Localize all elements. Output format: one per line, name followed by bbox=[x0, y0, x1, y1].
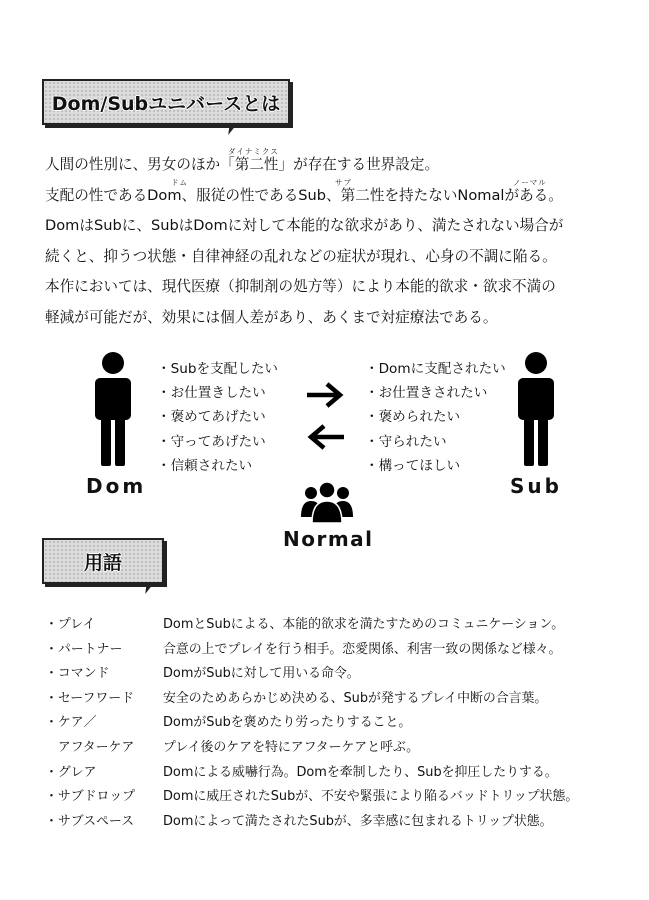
section-heading-terms bbox=[42, 538, 164, 584]
dom-person-icon bbox=[93, 352, 133, 467]
sub-desire-item: ・構ってほしい bbox=[365, 457, 461, 474]
dom-desire-item: ・信頼されたい bbox=[157, 457, 253, 474]
glossary-term: アフターケア bbox=[45, 739, 135, 755]
intro-line-5: 本作においては、現代医療（抑制剤の処方等）により本能的欲求・欲求不満の bbox=[45, 278, 556, 295]
glossary-desc: 安全のためあらかじめ決める、Subが発するプレイ中断の合言葉。 bbox=[163, 690, 548, 706]
dom-desire-item: ・守ってあげたい bbox=[157, 433, 266, 450]
ruby-sub: サブ bbox=[335, 177, 352, 187]
group-people-icon bbox=[300, 481, 354, 523]
glossary-desc: プレイ後のケアを特にアフターケアと呼ぶ。 bbox=[163, 739, 420, 755]
glossary-term: ・プレイ bbox=[45, 617, 96, 632]
arrow-left-icon bbox=[306, 423, 346, 451]
glossary-term: ・サブドロップ bbox=[45, 789, 135, 805]
ruby-nomal: ノーマル bbox=[513, 177, 547, 187]
sub-desire-item: ・Domに支配されたい bbox=[365, 361, 506, 377]
intro-line-1: ダイナミクス 人間の性別に、男女のほか「第二性」が存在する世界設定。 bbox=[45, 147, 440, 173]
dom-desires-list bbox=[157, 357, 278, 478]
ruby-dynamics: ダイナミクス bbox=[228, 147, 279, 156]
glossary-desc: Domによる威嚇行為。Domを牽制したり、Subを抑圧したりする。 bbox=[163, 764, 558, 780]
glossary-term: ・パートナー bbox=[45, 641, 123, 657]
intro-line-6: 軽減が可能だが、効果には個人差があり、あくまで対症療法である。 bbox=[45, 308, 498, 326]
arrow-right-icon bbox=[305, 381, 345, 409]
glossary-descriptions bbox=[163, 613, 578, 834]
sub-desire-item: ・褒められたい bbox=[365, 409, 461, 426]
glossary-desc: DomがSubを褒めたり労ったりすること。 bbox=[163, 715, 412, 731]
glossary-desc: DomとSubによる、本能的欲求を満たすためのコミュニケーション。 bbox=[163, 617, 565, 632]
section-title: 用語 bbox=[83, 551, 122, 574]
glossary-desc: DomがSubに対して用いる命令。 bbox=[163, 666, 360, 682]
glossary-desc: Domに威圧されたSubが、不安や緊張により陥るバッドトリップ状態。 bbox=[163, 789, 579, 805]
sub-person-icon bbox=[516, 352, 556, 467]
glossary-term: ・コマンド bbox=[45, 666, 110, 682]
intro-line-3: DomはSubに、SubはDomに対して本能的な欲求があり、満たされない場合が bbox=[45, 217, 564, 234]
glossary-term: ・セーフワード bbox=[45, 690, 135, 706]
dom-desire-item: ・Subを支配したい bbox=[157, 361, 279, 377]
sub-desires-list bbox=[365, 357, 506, 478]
sub-desire-item: ・お仕置きされたい bbox=[365, 385, 488, 402]
dom-desire-item: ・お仕置きしたい bbox=[157, 385, 266, 402]
section-title: Dom/Subユニバースとは bbox=[51, 92, 281, 115]
glossary-term: ・サブスペース bbox=[45, 813, 135, 829]
glossary-term: ・ケア／ bbox=[45, 715, 97, 731]
sub-desire-item: ・守られたい bbox=[365, 433, 447, 450]
glossary-term: ・グレア bbox=[45, 764, 97, 780]
normal-label: Normal bbox=[283, 527, 374, 551]
intro-line-4: 続くと、抑うつ状態・自律神経の乱れなどの症状が現れ、心身の不調に陥る。 bbox=[45, 247, 557, 265]
glossary-terms bbox=[45, 613, 135, 834]
dom-desire-item: ・褒めてあげたい bbox=[157, 409, 266, 426]
glossary-desc: Domによって満たされたSubが、多幸感に包まれるトリップ状態。 bbox=[163, 813, 553, 829]
dom-label: Dom bbox=[86, 474, 147, 498]
intro-line-2: ドム サブ ノーマル 支配の性であるDom、服従の性であるSub、第二性を持たないNomalがある。 bbox=[45, 177, 563, 204]
ruby-dom: ドム bbox=[171, 177, 188, 187]
glossary-desc: 合意の上でプレイを行う相手。恋愛関係、利害一致の関係など様々。 bbox=[163, 641, 562, 657]
intro-text bbox=[45, 147, 625, 333]
sub-label: Sub bbox=[510, 474, 562, 498]
section-heading-dom-sub bbox=[42, 79, 290, 125]
